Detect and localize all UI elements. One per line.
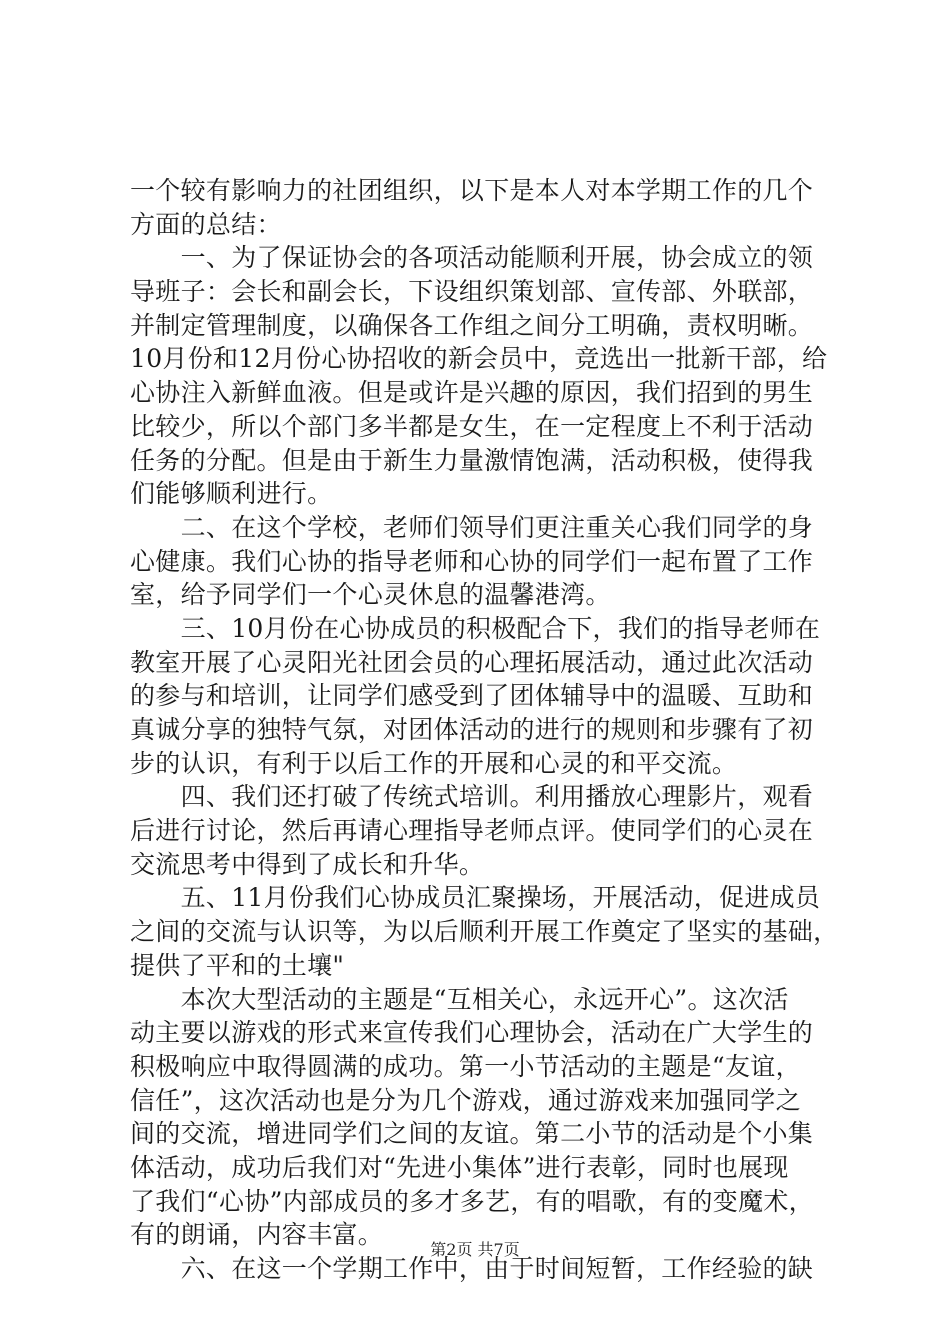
text-line: 间的交流，增进同学们之间的友谊。第二小节的活动是个小集 xyxy=(130,1119,814,1149)
text-line: 积极响应中取得圆满的成功。第一小节活动的主题是“友谊， xyxy=(130,1051,801,1081)
text-line: 一、为了保证协会的各项活动能顺利开展，协会成立的领 xyxy=(130,243,814,273)
text-line: 心健康。我们心协的指导老师和心协的同学们一起布置了工作 xyxy=(130,546,814,576)
text-line: 四、我们还打破了传统式培训。利用播放心理影片，观看 xyxy=(130,782,814,812)
text-line: 动主要以游戏的形式来宣传我们心理协会，活动在广大学生的 xyxy=(130,1018,814,1048)
text-line: 有的朗诵，内容丰富。 xyxy=(130,1220,384,1250)
text-line: 本次大型活动的主题是“互相关心，永远开心”。这次活 xyxy=(130,984,789,1014)
text-line: 步的认识，有利于以后工作的开展和心灵的和平交流。 xyxy=(130,748,738,778)
text-line: 五、11月份我们心协成员汇聚操场，开展活动，促进成员 xyxy=(130,883,821,913)
text-line: 六、在这一个学期工作中，由于时间短暂，工作经验的缺 xyxy=(130,1254,814,1283)
text-line: 一个较有影响力的社团组织，以下是本人对本学期工作的几个 xyxy=(130,176,814,205)
text-line: 任务的分配。但是由于新生力量激情饱满，活动积极，使得我 xyxy=(130,445,814,475)
text-line: 教室开展了心灵阳光社团会员的心理拓展活动，通过此次活动 xyxy=(130,647,814,677)
text-line: 交流思考中得到了成长和升华。 xyxy=(130,849,485,879)
text-line: 真诚分享的独特气氛，对团体活动的进行的规则和步骤有了初 xyxy=(130,715,814,744)
text-line: 之间的交流与认识等，为以后顺利开展工作奠定了坚实的基础， xyxy=(130,917,839,947)
text-line: 了我们“心协”内部成员的多才多艺，有的唱歌，有的变魔术， xyxy=(130,1186,814,1216)
text-line: 方面的总结： xyxy=(130,209,282,239)
text-line: 10月份和12月份心协招收的新会员中，竞选出一批新干部，给 xyxy=(130,344,828,374)
text-line: 并制定管理制度，以确保各工作组之间分工明确，责权明晰。 xyxy=(130,310,814,340)
text-line: 室，给予同学们一个心灵休息的温馨港湾。 xyxy=(130,580,611,610)
document-body xyxy=(130,174,845,1286)
text-line: 们能够顺利进行。 xyxy=(130,479,333,509)
text-line: 信任”，这次活动也是分为几个游戏，通过游戏来加强同学之 xyxy=(130,1085,801,1115)
text-line: 三、10月份在心协成员的积极配合下，我们的指导老师在 xyxy=(130,613,821,643)
page-footer: 第2页 共7页 xyxy=(430,1240,520,1259)
text-line: 比较少，所以个部门多半都是女生，在一定程度上不利于活动 xyxy=(130,411,814,441)
text-line: 后进行讨论，然后再请心理指导老师点评。使同学们的心灵在 xyxy=(130,816,814,846)
text-line: 导班子：会长和副会长，下设组织策划部、宣传部、外联部， xyxy=(130,277,814,307)
text-line: 的参与和培训，让同学们感受到了团体辅导中的温暖、互助和 xyxy=(130,681,814,711)
text-line: 体活动，成功后我们对“先进小集体”进行表彰，同时也展现 xyxy=(130,1152,789,1182)
text-line: 二、在这个学校，老师们领导们更注重关心我们同学的身 xyxy=(130,512,814,542)
text-line: 提供了平和的土壤" xyxy=(130,950,345,980)
text-line: 心协注入新鲜血液。但是或许是兴趣的原因，我们招到的男生 xyxy=(130,378,814,408)
